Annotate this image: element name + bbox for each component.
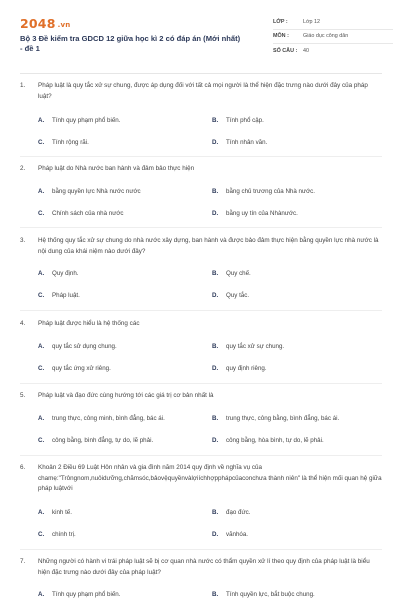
question-3 [20, 236, 382, 299]
option-letter: A. [38, 591, 45, 598]
option-text: Tính rộng rãi. [52, 139, 89, 146]
question-text [20, 391, 382, 402]
option-text: kinh tế. [52, 509, 72, 516]
option-c[interactable] [38, 292, 80, 299]
question-number: 1. [20, 82, 26, 89]
option-text: quy định riêng. [226, 365, 267, 372]
question-divider [20, 227, 382, 228]
option-text: quy tắc xử sự chung. [226, 343, 285, 350]
meta-label: SỐ CÂU : [273, 48, 298, 55]
option-a[interactable] [38, 270, 78, 277]
option-a[interactable] [38, 591, 120, 598]
option-text: Tính quy phạm phổ biến. [52, 117, 121, 124]
question-divider [20, 383, 382, 384]
option-a[interactable] [38, 188, 141, 195]
option-b[interactable] [212, 270, 251, 277]
option-letter: C. [38, 365, 45, 372]
option-letter: B. [212, 415, 219, 422]
question-6 [20, 463, 382, 538]
header-divider [20, 73, 382, 74]
option-text: Tính quy phạm phổ biến. [52, 591, 121, 598]
meta-value: 40 [303, 48, 309, 55]
question-text [20, 81, 382, 102]
option-text: Quy chế. [226, 270, 251, 277]
option-text: công bằng, hòa bình, tự do, lẽ phải. [226, 437, 324, 444]
question-text [20, 236, 382, 257]
option-b[interactable] [212, 591, 315, 598]
option-letter: D. [212, 531, 219, 538]
option-letter: D. [212, 210, 219, 217]
question-text [20, 557, 382, 578]
option-letter: B. [212, 509, 219, 516]
question-7 [20, 557, 382, 598]
meta-value: Giáo dục công dân [303, 33, 349, 40]
logo-text: 2048 [20, 16, 56, 31]
question-body: Hệ thống quy tắc xử sự chung do nhà nước xây dựng, ban hành và được bảo đảm thực hiện bằng quyền lực nhà nước là nội dung của khái niệm nào dưới đây? [38, 237, 379, 255]
document-title: Bộ 3 Đề kiểm tra GDCD 12 giữa học kì 2 có đáp án (Mới nhất) - đề 1 [20, 34, 241, 53]
option-letter: D. [212, 292, 219, 299]
option-letter: A. [38, 343, 45, 350]
option-text: Tính nhân văn. [226, 139, 268, 146]
option-text: Quy định. [52, 270, 79, 277]
option-letter: B. [212, 188, 219, 195]
question-divider [20, 310, 382, 311]
option-text: bằng quyền lực Nhà nước nước [52, 188, 141, 195]
option-d[interactable] [212, 437, 324, 444]
question-number: 4. [20, 320, 26, 327]
option-b[interactable] [212, 188, 315, 195]
question-body: Pháp luật do Nhà nước ban hành và đảm bảo thực hiện [38, 165, 195, 172]
exam-meta [273, 15, 393, 59]
option-b[interactable] [212, 117, 264, 124]
question-number: 5. [20, 392, 26, 399]
option-text: Chính sách của nhà nước [52, 210, 124, 217]
meta-row-class [273, 15, 393, 30]
option-text: Tính phổ cập. [226, 117, 264, 124]
option-text: quy tắc ứng xử riêng. [52, 365, 111, 372]
question-divider [20, 455, 382, 456]
option-text: trung thực, công bằng, bình đẳng, bác ái. [226, 415, 340, 422]
option-text: Pháp luật. [52, 292, 80, 299]
option-d[interactable] [212, 210, 298, 217]
question-body: Khoản 2 Điều 69 Luật Hôn nhân và gia đình năm 2014 quy định về nghĩa vụ của chamẹ:"Trôngnom,nuôidưỡng,chămsóc,bảovệquyềnvàlợiíchhợpphápcủaconchưa thành niên" là thể hiện mối quan hệ giữa pháp luậtvới [38, 464, 382, 492]
question-number: 6. [20, 464, 26, 471]
option-text: vănhóa. [226, 531, 249, 538]
question-number: 7. [20, 558, 26, 565]
question-4 [20, 319, 382, 372]
option-letter: A. [38, 509, 45, 516]
option-c[interactable] [38, 531, 76, 538]
option-letter: C. [38, 139, 45, 146]
header [20, 12, 382, 70]
option-letter: C. [38, 292, 45, 299]
option-text: chính trị. [52, 531, 76, 538]
question-number: 2. [20, 165, 26, 172]
option-d[interactable] [212, 292, 249, 299]
logo-suffix: .vn [57, 21, 71, 29]
question-2 [20, 164, 382, 217]
question-body: Pháp luật và đạo đức cùng hướng tới các giá trị cơ bản nhất là [38, 392, 214, 399]
question-5 [20, 391, 382, 444]
option-d[interactable] [212, 365, 267, 372]
option-letter: A. [38, 415, 45, 422]
option-c[interactable] [38, 437, 153, 444]
option-text: công bằng, bình đẳng, tự do, lẽ phải. [52, 437, 154, 444]
option-c[interactable] [38, 210, 124, 217]
option-b[interactable] [212, 509, 250, 516]
option-text: quy tắc sử dụng chung. [52, 343, 117, 350]
option-a[interactable] [38, 415, 165, 422]
question-text [20, 164, 382, 175]
question-divider [20, 549, 382, 550]
meta-label: MÔN : [273, 33, 289, 40]
question-1 [20, 81, 382, 146]
question-body: Những người có hành vi trái pháp luật sẽ bị cơ quan nhà nước có thẩm quyền xử lí theo quy định của pháp luật là biểu hiện đặc trưng nào dưới đây của pháp luật? [38, 558, 370, 576]
option-letter: B. [212, 270, 219, 277]
option-a[interactable] [38, 343, 117, 350]
meta-row-subject [273, 30, 393, 45]
meta-label: LỚP : [273, 18, 288, 25]
option-letter: A. [38, 270, 45, 277]
option-a[interactable] [38, 509, 72, 516]
question-text [20, 319, 382, 330]
option-text: bằng uy tín của Nhànước. [226, 210, 298, 217]
option-letter: D. [212, 139, 219, 146]
option-c[interactable] [38, 139, 89, 146]
meta-row-count [273, 44, 393, 59]
question-body: Pháp luật là quy tắc xử sự chung, được áp dụng đối với tất cả mọi người là thể hiện đặc trưng nào dưới đây của pháp luật? [38, 82, 368, 100]
option-d[interactable] [212, 531, 248, 538]
question-text [20, 463, 382, 495]
option-letter: D. [212, 365, 219, 372]
option-letter: A. [38, 117, 45, 124]
option-c[interactable] [38, 365, 111, 372]
option-letter: B. [212, 343, 219, 350]
option-text: đạo đức. [226, 509, 251, 516]
question-divider [20, 156, 382, 157]
option-letter: C. [38, 531, 45, 538]
option-text: trung thực, công minh, bình đẳng, bác ái. [52, 415, 165, 422]
option-b[interactable] [212, 415, 339, 422]
option-letter: A. [38, 188, 45, 195]
option-d[interactable] [212, 139, 267, 146]
option-text: Tính quyền lực, bắt buộc chung. [226, 591, 315, 598]
site-logo[interactable] [20, 16, 70, 31]
option-a[interactable] [38, 117, 120, 124]
option-letter: D. [212, 437, 219, 444]
option-letter: C. [38, 210, 45, 217]
option-b[interactable] [212, 343, 284, 350]
option-text: bằng chủ trương của Nhà nước. [226, 188, 315, 195]
option-letter: B. [212, 591, 219, 598]
option-letter: C. [38, 437, 45, 444]
option-letter: B. [212, 117, 219, 124]
question-body: Pháp luật được hiểu là hệ thống các [38, 320, 140, 327]
option-text: Quy tắc. [226, 292, 250, 299]
question-number: 3. [20, 237, 26, 244]
meta-value: Lớp 12 [303, 18, 321, 25]
